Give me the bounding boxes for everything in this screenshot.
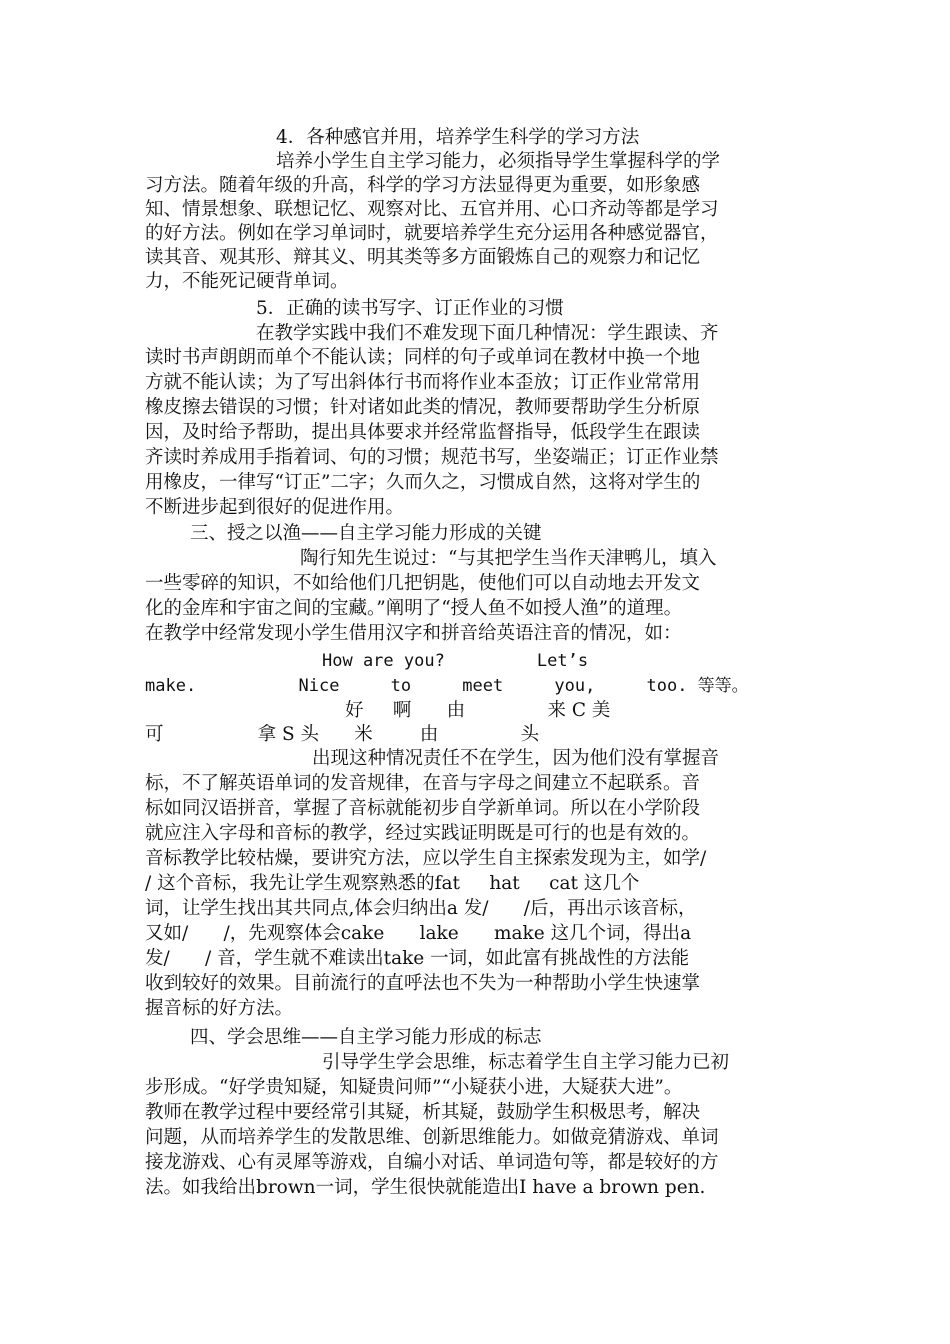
- paragraph-line: 橡皮擦去错误的习惯；针对诸如此类的情况，教师要帮助学生分析原: [145, 397, 701, 418]
- paragraph-line: 法。如我给出brown一词，学生很快就能造出I have a brown pen.: [145, 1177, 706, 1198]
- paragraph-line: 接龙游戏、心有灵犀等游戏，自编小对话、单词造句等，都是较好的方: [145, 1152, 719, 1173]
- paragraph-line: 标如同汉语拼音，掌握了音标就能初步自学新单词。所以在小学阶段: [145, 798, 701, 819]
- paragraph-line: 在教学中经常发现小学生借用汉字和拼音给英语注音的情况，如：: [145, 623, 682, 644]
- paragraph-line: 收到较好的效果。目前流行的直呼法也不失为一种帮助小学生快速掌: [145, 973, 701, 994]
- paragraph-line: 培养小学生自主学习能力，必须指导学生掌握科学的学: [276, 151, 721, 172]
- section-4-main-heading: 四、学会思维——自主学习能力形成的标志: [190, 1027, 542, 1048]
- paragraph-line: 发/ / 音，学生就不难读出take 一词，如此富有挑战性的方法能: [145, 948, 690, 969]
- paragraph-line: 习方法。随着年级的升高，科学的学习方法显得更为重要，如形象感: [145, 175, 701, 196]
- paragraph-line: / 这个音标，我先让学生观察熟悉的fat hat cat 这几个: [145, 873, 640, 894]
- paragraph-line: 知、情景想象、联想记忆、观察对比、五官并用、心口齐动等都是学习: [145, 199, 719, 220]
- paragraph-line: 陶行知先生说过：“与其把学生当作天津鸭儿，填入: [300, 548, 717, 569]
- phonetic-annotation-line: 可 拿 S 头 米 由 头: [145, 724, 540, 745]
- paragraph-line: 步形成。“好学贵知疑，知疑贵问师”“小疑获小进，大疑获大进”。: [145, 1077, 683, 1098]
- section-4-heading: 4．各种感官并用，培养学生科学的学习方法: [276, 127, 640, 148]
- paragraph-line: 齐读时养成用手指着词、句的习惯；规范书写，坐姿端正；订正作业禁: [145, 447, 719, 468]
- section-5-heading: 5．正确的读书写字、订正作业的习惯: [256, 298, 564, 319]
- english-example-line: make. Nice to meet you, too. 等等。: [145, 676, 749, 696]
- paragraph-line: 用橡皮，一律写“订正”二字；久而久之，习惯成自然，这将对学生的: [145, 472, 701, 493]
- paragraph-line: 又如/ /，先观察体会cake lake make 这几个词，得出a: [145, 923, 692, 944]
- paragraph-line: 音标教学比较枯燥，要讲究方法，应以学生自主探索发现为主，如学/: [145, 848, 707, 869]
- paragraph-line: 方就不能认读；为了写出斜体行书而将作业本歪放；订正作业常常用: [145, 372, 701, 393]
- paragraph-line: 化的金库和宇宙之间的宝藏。”阐明了“授人鱼不如授人渔”的道理。: [145, 598, 683, 619]
- paragraph-line: 读时书声朗朗而单个不能认读；同样的句子或单词在教材中换一个地: [145, 347, 701, 368]
- paragraph-line: 引导学生学会思维，标志着学生自主学习能力已初: [322, 1052, 730, 1073]
- paragraph-line: 一些零碎的知识，不如给他们几把钥匙，使他们可以自动地去开发文: [145, 573, 701, 594]
- paragraph-line: 标，不了解英语单词的发音规律，在音与字母之间建立不起联系。音: [145, 773, 701, 794]
- paragraph-line: 力，不能死记硬背单词。: [145, 271, 349, 292]
- phonetic-annotation-line: 好 啊 由 来 C 美: [345, 700, 611, 721]
- english-example-line: How are you? Let’s: [322, 651, 589, 671]
- paragraph-line: 不断进步起到很好的促进作用。: [145, 497, 405, 518]
- paragraph-line: 问题，从而培养学生的发散思维、创新思维能力。如做竞猜游戏、单词: [145, 1127, 719, 1148]
- paragraph-line: 词，让学生找出其共同点,体会归纳出a 发/ /后，再出示该音标，: [145, 898, 697, 919]
- section-3-heading: 三、授之以渔——自主学习能力形成的关键: [190, 523, 542, 544]
- paragraph-line: 的好方法。例如在学习单词时，就要培养学生充分运用各种感觉器官，: [145, 223, 719, 244]
- paragraph-line: 读其音、观其形、辩其义、明其类等多方面锻炼自己的观察力和记忆: [145, 247, 701, 268]
- paragraph-line: 出现这种情况责任不在学生，因为他们没有掌握音: [312, 748, 720, 769]
- paragraph-line: 在教学实践中我们不难发现下面几种情况：学生跟读、齐: [256, 323, 719, 344]
- paragraph-line: 握音标的好方法。: [145, 998, 294, 1019]
- paragraph-line: 因，及时给予帮助，提出具体要求并经常监督指导，低段学生在跟读: [145, 422, 701, 443]
- paragraph-line: 教师在教学过程中要经常引其疑，析其疑，鼓励学生积极思考，解决: [145, 1102, 701, 1123]
- paragraph-line: 就应注入字母和音标的教学，经过实践证明既是可行的也是有效的。: [145, 823, 701, 844]
